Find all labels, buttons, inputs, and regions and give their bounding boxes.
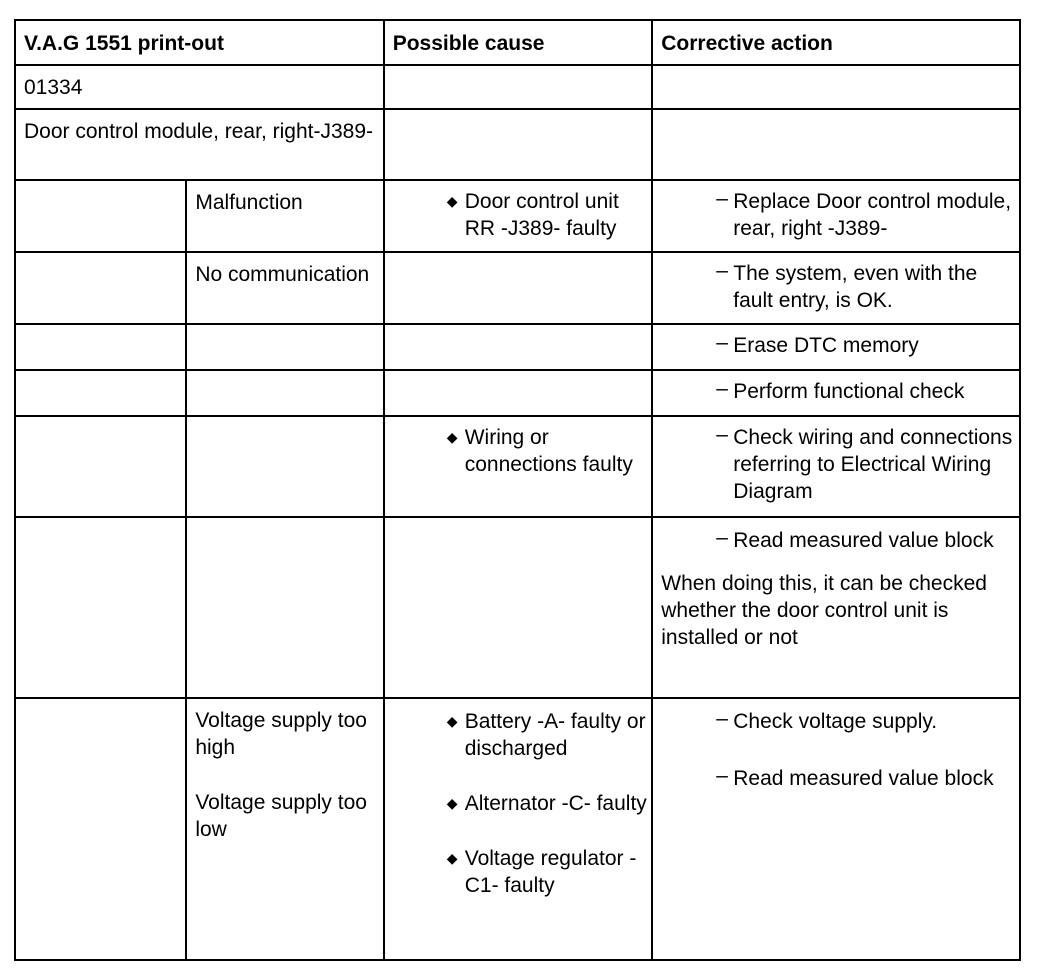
action-item: – The system, even with the fault entry, is OK. [716,259,978,312]
bullet-icon: ◆ [446,850,458,866]
action-item: – Replace Door control module, rear, right -J389- [716,187,1012,240]
dash-icon: – [716,764,728,787]
header-printout: V.A.G 1551 print-out [15,20,384,65]
action-item: – Read measured value block [716,526,994,552]
cause-item: ◆ Alternator -C- faulty [446,792,647,815]
fault-table [14,19,1021,961]
dash-icon: – [716,526,728,549]
dash-icon: – [716,423,728,446]
bullet-icon: ◆ [446,193,458,209]
dash-icon: – [716,331,728,354]
table-row [15,698,1020,960]
table-row [15,252,1020,324]
dash-icon: – [716,187,728,210]
action-item: – Perform functional check [716,377,965,403]
table-row [15,370,1020,416]
bullet-icon: ◆ [446,713,458,729]
action-item: – Check voltage supply. [716,707,938,733]
bullet-icon: ◆ [446,795,458,811]
table-row [15,324,1020,370]
action-note: When doing this, it can be checked whether the door control unit is installed or not [661,572,987,649]
dash-icon: – [716,377,728,400]
table-row [15,517,1020,698]
component-row [15,109,1020,180]
symptom-malfunction: Malfunction [186,180,383,252]
component-name: Door control module, rear, right-J389- [15,109,384,180]
cause-item: ◆ Door control unit RR -J389- faulty [446,190,619,240]
dash-icon: – [716,259,728,282]
cause-item: ◆ Battery -A- faulty or discharged [446,710,646,760]
fault-code-row [15,65,1020,109]
symptom-voltage-low: Voltage supply too low [195,791,367,841]
table-row [15,180,1020,252]
symptom-no-communication: No communication [186,252,383,324]
symptom-voltage-high: Voltage supply too high [195,709,367,759]
cause-item: ◆ Wiring or connections faulty [446,426,633,476]
header-cause: Possible cause [384,20,653,65]
bullet-icon: ◆ [446,429,458,445]
action-item: – Read measured value block [716,764,994,790]
fault-code: 01334 [15,65,384,109]
table-header-row [15,20,1020,65]
cause-item: ◆ Voltage regulator -C1- faulty [446,847,637,897]
action-item: – Erase DTC memory [716,331,919,357]
action-item: – Check wiring and connections referring to Electrical Wiring Diagram [716,423,1013,503]
header-action: Corrective action [652,20,1020,65]
table-row [15,416,1020,517]
dash-icon: – [716,707,728,730]
